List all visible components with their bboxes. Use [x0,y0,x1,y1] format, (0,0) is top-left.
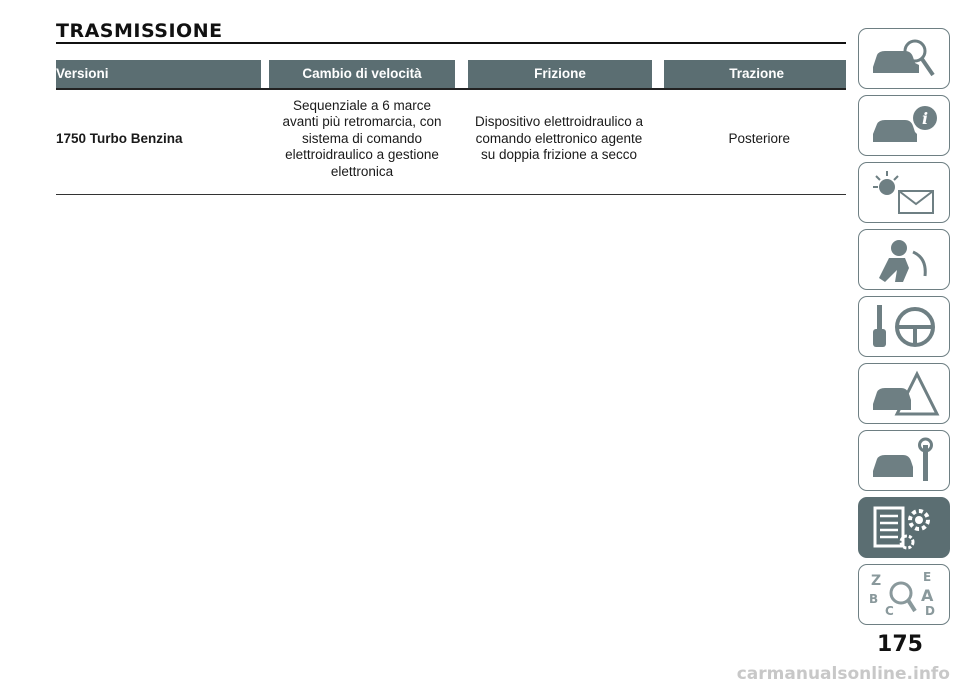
gearbox-line: elettronica [330,163,394,179]
header-frizione: Frizione [468,60,652,88]
svg-text:Z: Z [871,573,882,589]
header-trazione: Trazione [664,60,846,88]
tab-maintenance[interactable] [858,430,950,491]
car-search-icon [869,35,941,83]
warning-light-message-icon [869,169,941,217]
svg-text:C: C [885,604,894,618]
tab-safety[interactable] [858,229,950,290]
tab-warning-lights[interactable] [858,162,950,223]
page-number: 175 [877,632,923,657]
cell-gearbox [269,94,455,184]
key-steering-wheel-icon [869,303,941,351]
title-rule [56,42,846,44]
section-title: TRASMISSIONE [56,20,223,42]
specifications-gear-icon [869,504,941,552]
cell-drive: Posteriore [728,130,790,146]
table-header [56,60,846,88]
car-info-icon [869,102,941,150]
header-cambio: Cambio di velocità [269,60,455,88]
row-rule [56,194,846,195]
header-gap [261,60,269,88]
svg-text:E: E [923,571,932,584]
airbag-passenger-icon [869,236,941,284]
header-rule [56,88,846,90]
tab-specifications[interactable] [858,497,950,558]
svg-text:B: B [869,592,879,606]
alphabetical-index-icon [869,571,941,619]
svg-text:D: D [925,604,935,618]
gearbox-line: Sequenziale a 6 marce [292,97,432,113]
svg-text:A: A [921,586,934,605]
car-emergency-icon [869,370,941,418]
clutch-line: su doppia frizione a secco [480,147,638,163]
tab-car-search[interactable] [858,28,950,89]
gearbox-line: elettroidraulico a gestione [285,147,439,163]
clutch-line: comando elettronico agente [475,130,643,146]
gearbox-line: avanti più retromarcia, con [282,114,442,130]
gearbox-line: sistema di comando [301,130,423,146]
tab-start-drive[interactable] [858,296,950,357]
svg-text:i: i [921,109,929,128]
clutch-line: Dispositivo elettroidraulico a [474,114,644,130]
tab-emergency[interactable] [858,363,950,424]
header-versioni: Versioni [56,60,261,88]
tab-car-info[interactable] [858,95,950,156]
table-row [56,94,846,190]
watermark: carmanualsonline.info [736,664,950,684]
car-wrench-icon [869,437,941,485]
tab-index[interactable] [858,564,950,625]
cell-clutch [461,94,657,184]
cell-version: 1750 Turbo Benzina [56,130,183,146]
